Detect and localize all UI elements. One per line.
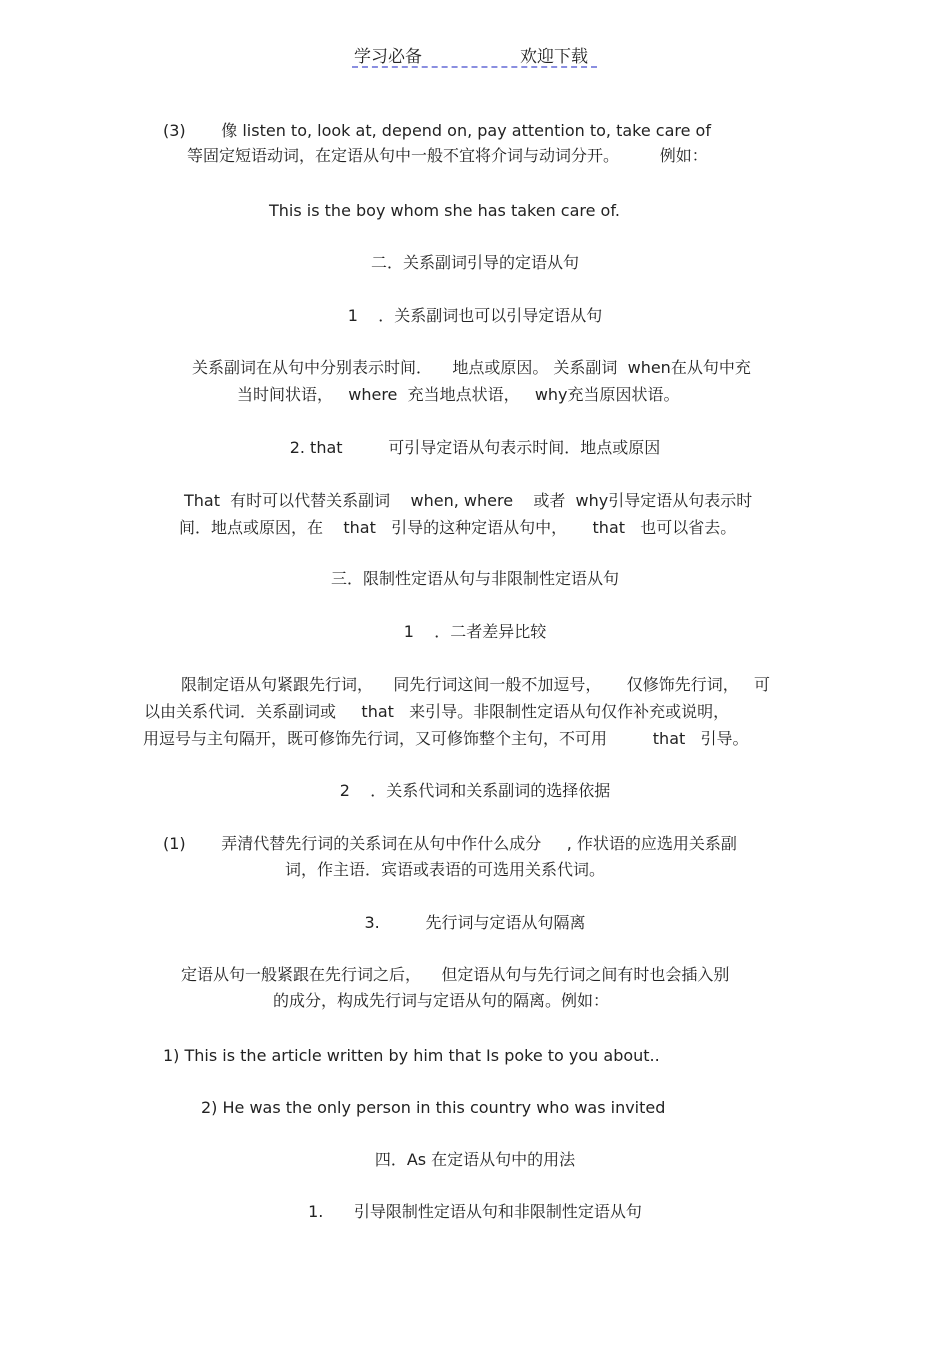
body-line: 用逗号与主句隔开，既可修饰先行词，又可修饰整个主句，不可用 that 引导。 (143, 729, 749, 748)
body-line: 关系副词在从句中分别表示时间． 地点或原因。 关系副词 when在从句中充 (192, 358, 751, 377)
example-sentence: 1) This is the article written by him that Is poke to you about.. (163, 1046, 660, 1065)
section-heading-2: 二．关系副词引导的定语从句 (370, 253, 579, 272)
header-right-text: 欢迎下载 (520, 47, 588, 67)
body-line: That 有时可以代替关系副词 when, where 或者 why引导定语从句表示时 (184, 491, 753, 510)
body-line: 限制定语从句紧跟先行词， 同先行词这间一般不加逗号， 仅修饰先行词， 可 (181, 675, 771, 694)
body-line: 定语从句一般紧跟在先行词之后， 但定语从句与先行词之间有时也会插入别 (181, 965, 730, 984)
body-line: (1) 弄清代替先行词的关系词在从句中作什么成分 , 作状语的应选用关系副 (163, 834, 737, 853)
body-line: (3) 像 listen to, look at, depend on, pay attention to, take care of (163, 121, 711, 140)
body-line: 以由关系代词．关系副词或 that 来引导。非限制性定语从句仅作补充或说明， (144, 702, 730, 721)
example-sentence: This is the boy whom she has taken care of. (269, 201, 620, 220)
body-line: 等固定短语动词，在定语从句中一般不宜将介词与动词分开。 例如： (187, 146, 708, 165)
subheading: 3. 先行词与定语从句隔离 (364, 913, 586, 932)
section-heading-3: 三．限制性定语从句与非限制性定语从句 (330, 569, 619, 588)
body-line: 间．地点或原因，在 that 引导的这种定语从句中， that 也可以省去。 (179, 518, 737, 537)
example-sentence: 2) He was the only person in this country who was invited (201, 1098, 666, 1117)
subheading: 1 ．二者差异比较 (403, 622, 547, 641)
page-header (352, 40, 597, 68)
body-line: 词，作主语．宾语或表语的可选用关系代词。 (285, 860, 606, 879)
subheading: 2. that 可引导定语从句表示时间．地点或原因 (289, 438, 661, 457)
section-heading-4: 四．As 在定语从句中的用法 (374, 1150, 576, 1169)
subheading: 1 ．关系副词也可以引导定语从句 (347, 306, 603, 325)
subheading: 2 ．关系代词和关系副词的选择依据 (339, 781, 611, 800)
body-line: 的成分，构成先行词与定语从句的隔离。例如： (273, 991, 610, 1010)
header-left-text: 学习必备 (354, 47, 422, 67)
subheading: 1. 引导限制性定语从句和非限制性定语从句 (308, 1202, 642, 1221)
body-line: 当时间状语， where 充当地点状语， why充当原因状语。 (237, 385, 680, 404)
